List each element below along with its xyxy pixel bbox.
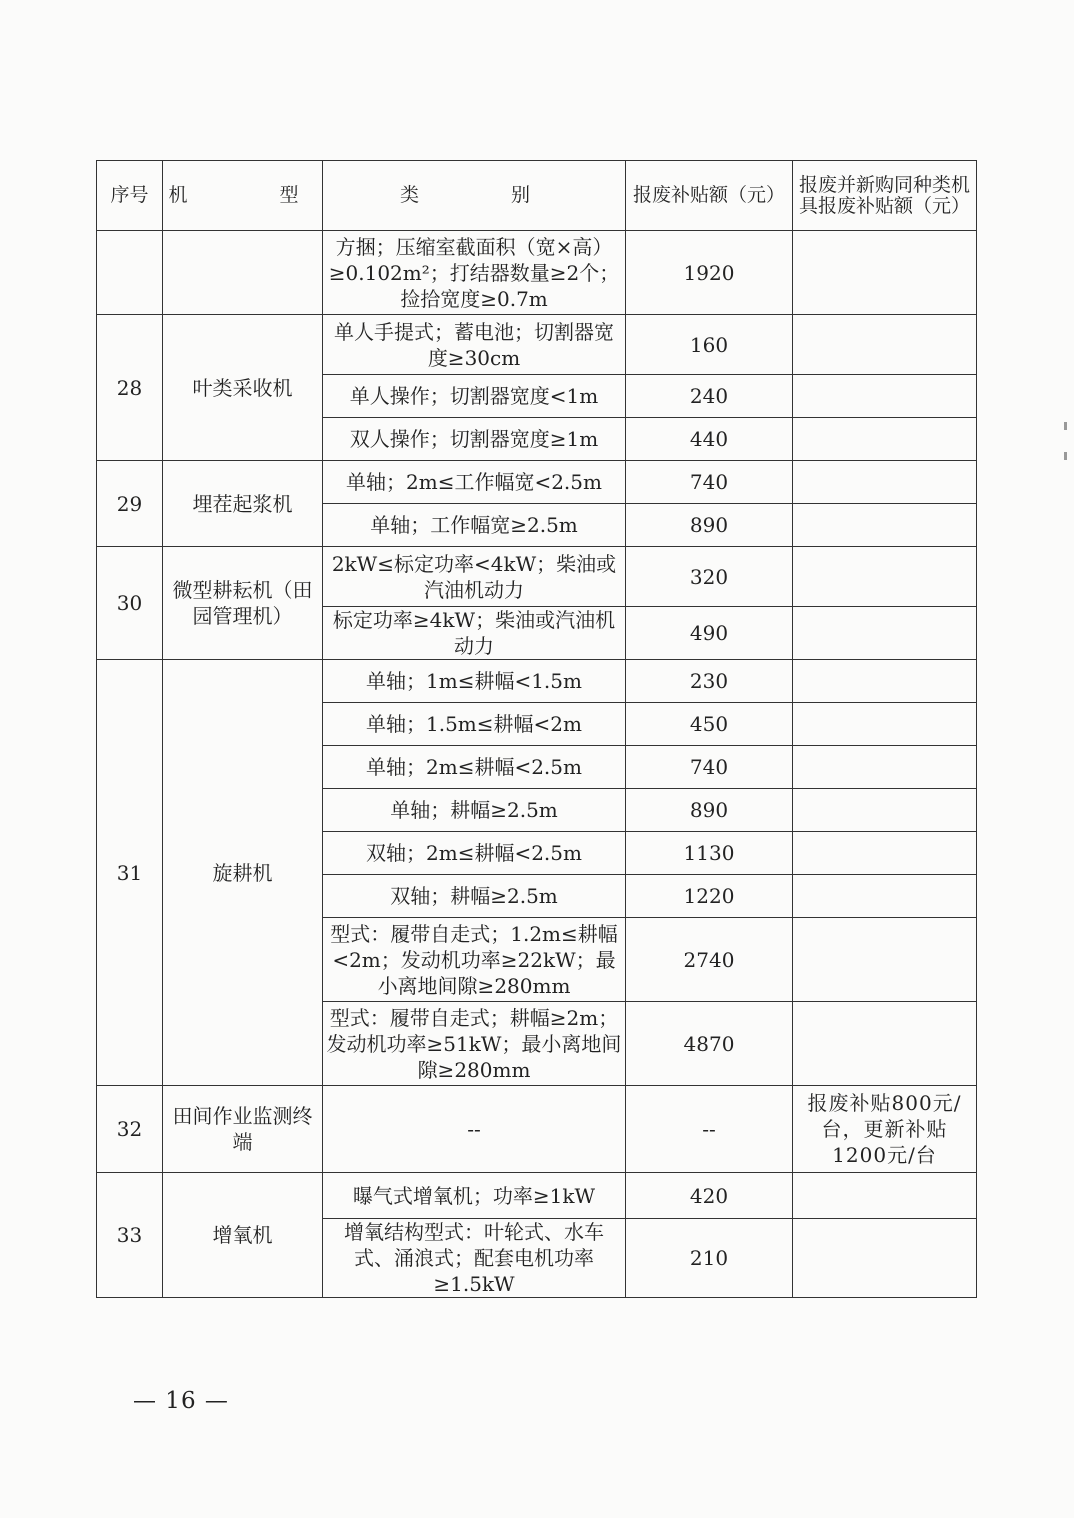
renew-cell [793, 1002, 977, 1086]
renew-cell [793, 315, 977, 375]
model-cell: 增氧机 [163, 1173, 323, 1298]
renew-note-cell: 报废补贴800元/台，更新补贴1200元/台 [793, 1086, 977, 1173]
table-row [97, 231, 977, 315]
amount-cell: 160 [626, 315, 793, 375]
category-cell: 单轴；2m≤耕幅<2.5m [323, 746, 626, 789]
amount-cell: 890 [626, 504, 793, 547]
table-row [97, 660, 977, 703]
category-cell: 单轴；1m≤耕幅<1.5m [323, 660, 626, 703]
page-number: — 16 — [133, 1388, 229, 1414]
model-cell: 埋茬起浆机 [163, 461, 323, 547]
amount-cell: 1130 [626, 832, 793, 875]
seq-cell: 29 [97, 461, 163, 547]
margin-mark [1064, 422, 1067, 430]
amount-cell: 210 [626, 1219, 793, 1298]
category-cell: 曝气式增氧机；功率≥1kW [323, 1173, 626, 1219]
renew-cell [793, 375, 977, 418]
model-cell: 田间作业监测终端 [163, 1086, 323, 1173]
amount-cell: 440 [626, 418, 793, 461]
header-category: 类 别 [323, 161, 626, 231]
model-cell [163, 231, 323, 315]
model-cell: 微型耕耘机（田园管理机） [163, 547, 323, 660]
renew-cell [793, 461, 977, 504]
amount-cell: 450 [626, 703, 793, 746]
header-scrap-renew-subsidy: 报废并新购同种类机具报废补贴额（元） [793, 161, 977, 231]
renew-cell [793, 875, 977, 918]
seq-cell: 33 [97, 1173, 163, 1298]
category-cell: 方捆；压缩室截面积（宽×高）≥0.102m²；打结器数量≥2个；捡拾宽度≥0.7m [323, 231, 626, 315]
renew-cell [793, 547, 977, 607]
seq-cell: 32 [97, 1086, 163, 1173]
category-cell: 单轴；工作幅宽≥2.5m [323, 504, 626, 547]
header-seq: 序号 [97, 161, 163, 231]
subsidy-table [96, 160, 977, 1298]
category-cell: 单轴；耕幅≥2.5m [323, 789, 626, 832]
amount-cell: 420 [626, 1173, 793, 1219]
renew-cell [793, 789, 977, 832]
seq-cell: 31 [97, 660, 163, 1086]
category-cell: 双人操作；切割器宽度≥1m [323, 418, 626, 461]
table-row [97, 315, 977, 375]
amount-cell: 890 [626, 789, 793, 832]
table-row [97, 1173, 977, 1219]
category-cell: 型式：履带自走式；耕幅≥2m；发动机功率≥51kW；最小离地间隙≥280mm [323, 1002, 626, 1086]
category-cell: 2kW≤标定功率<4kW；柴油或汽油机动力 [323, 547, 626, 607]
renew-cell [793, 660, 977, 703]
model-cell: 旋耕机 [163, 660, 323, 1086]
category-cell: 增氧结构型式：叶轮式、水车式、涌浪式；配套电机功率≥1.5kW [323, 1219, 626, 1298]
renew-cell [793, 504, 977, 547]
header-model: 机 型 [163, 161, 323, 231]
table-row [97, 1086, 977, 1173]
renew-cell [793, 832, 977, 875]
seq-cell [97, 231, 163, 315]
renew-cell [793, 746, 977, 789]
renew-cell [793, 607, 977, 660]
category-cell: 双轴；耕幅≥2.5m [323, 875, 626, 918]
margin-mark [1064, 452, 1067, 460]
renew-cell [793, 918, 977, 1002]
amount-cell: 490 [626, 607, 793, 660]
category-cell: 单轴；1.5m≤耕幅<2m [323, 703, 626, 746]
amount-cell: 740 [626, 461, 793, 504]
category-cell: 单人手提式；蓄电池；切割器宽度≥30cm [323, 315, 626, 375]
category-cell: 标定功率≥4kW；柴油或汽油机动力 [323, 607, 626, 660]
amount-cell: 4870 [626, 1002, 793, 1086]
amount-cell: 1920 [626, 231, 793, 315]
category-cell: -- [323, 1086, 626, 1173]
category-cell: 型式：履带自走式；1.2m≤耕幅<2m；发动机功率≥22kW；最小离地间隙≥280mm [323, 918, 626, 1002]
seq-cell: 28 [97, 315, 163, 461]
category-cell: 单人操作；切割器宽度<1m [323, 375, 626, 418]
renew-cell [793, 231, 977, 315]
renew-cell [793, 1173, 977, 1219]
category-cell: 单轴；2m≤工作幅宽<2.5m [323, 461, 626, 504]
category-cell: 双轴；2m≤耕幅<2.5m [323, 832, 626, 875]
table-row [97, 461, 977, 504]
renew-cell [793, 418, 977, 461]
table-row [97, 547, 977, 607]
amount-cell: 240 [626, 375, 793, 418]
header-row [97, 161, 977, 231]
amount-cell: -- [626, 1086, 793, 1173]
amount-cell: 230 [626, 660, 793, 703]
header-scrap-subsidy: 报废补贴额（元） [626, 161, 793, 231]
amount-cell: 740 [626, 746, 793, 789]
amount-cell: 2740 [626, 918, 793, 1002]
amount-cell: 1220 [626, 875, 793, 918]
renew-cell [793, 1219, 977, 1298]
seq-cell: 30 [97, 547, 163, 660]
amount-cell: 320 [626, 547, 793, 607]
renew-cell [793, 703, 977, 746]
model-cell: 叶类采收机 [163, 315, 323, 461]
